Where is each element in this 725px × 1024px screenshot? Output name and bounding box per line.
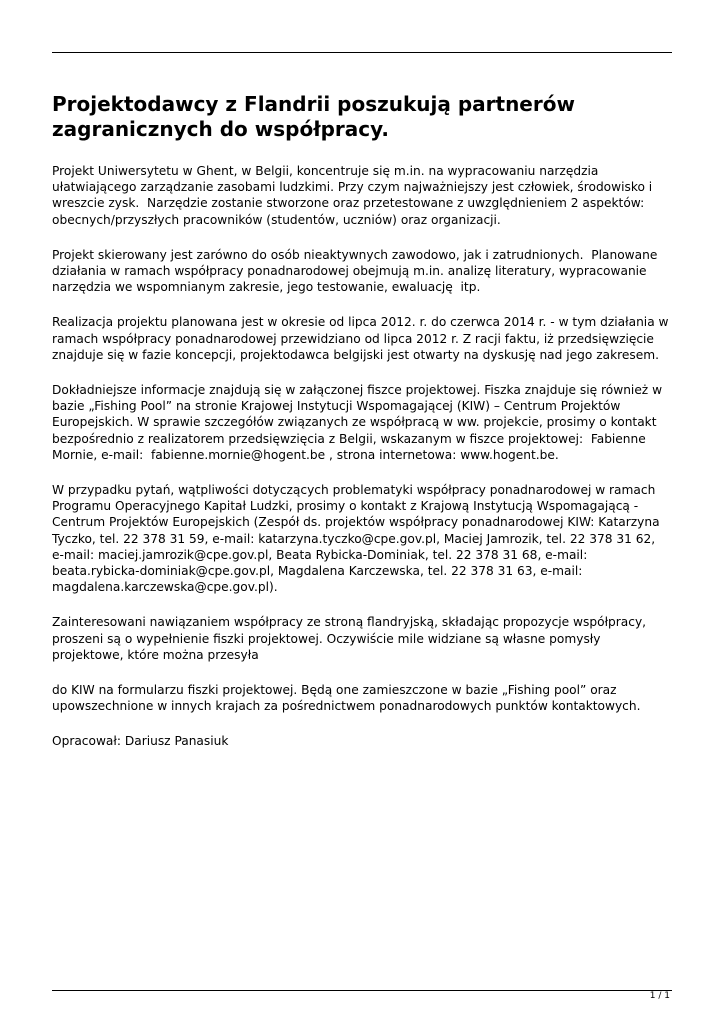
paragraph-submission xyxy=(52,682,674,714)
paragraph-project-intro xyxy=(52,163,674,228)
text-line: Mornie, e-mail: fabienne.mornie@hogent.be , strona internetowa: www.hogent.be. xyxy=(52,447,559,462)
text-line: W przypadku pytań, wątpliwości dotyczących problematyki współpracy ponadnarodowej w ramach xyxy=(52,483,656,498)
title-line: zagranicznych do współpracy. xyxy=(52,117,389,141)
text-line: znajduje się w fazie koncepcji, projektodawca belgijski jest otwarty na dyskusję nad jego zakresem. xyxy=(52,347,659,362)
text-line: Centrum Projektów Europejskich (Zespół ds. projektów współpracy ponadnarodowej KIW: Katarzyna xyxy=(52,515,660,530)
text-line: Projekt skierowany jest zarówno do osób nieaktywnych zawodowo, jak i zatrudnionych. Planowane xyxy=(52,247,658,262)
text-line: magdalena.karczewska@cpe.gov.pl). xyxy=(52,580,278,595)
text-line: bazie „Fishing Pool” na stronie Krajowej Instytucji Wspomagającej (KIW) – Centrum Projektów xyxy=(52,399,621,414)
text-line: obecnych/przyszłych pracowników (studentów, uczniów) oraz organizacji. xyxy=(52,212,501,227)
author-credit xyxy=(52,733,674,749)
text-line: bezpośrednio z realizatorem przedsięwzięcia z Belgii, wskazanym w fiszce projektowej: Fabienne xyxy=(52,431,646,446)
text-line: Realizacja projektu planowana jest w okresie od lipca 2012. r. do czerwca 2014 r. - w tym działania w xyxy=(52,315,669,330)
text-line: Zainteresowani nawiązaniem współpracy ze stroną flandryjską, składając propozycje współpracy, xyxy=(52,615,647,630)
text-line: ułatwiającego zarządzanie zasobami ludzkimi. Przy czym najważniejszy jest człowiek, środowisko i xyxy=(52,180,653,195)
text-line: Tyczko, tel. 22 378 31 59, e-mail: katarzyna.tyczko@cpe.gov.pl, Maciej Jamrozik, tel. 22 378 31 62, xyxy=(52,531,656,546)
footer-divider xyxy=(52,990,672,991)
document-body xyxy=(52,92,674,769)
text-line: upowszechnione w innych krajach za pośrednictwem ponadnarodowych punktów kontaktowych. xyxy=(52,699,641,714)
paragraph-proposals xyxy=(52,614,674,663)
page-number: 1 / 1 xyxy=(649,991,670,1001)
text-line: ramach współpracy ponadnarodowej przewidziano od lipca 2012 r. Z racji faktu, iż przedsięwzięcie xyxy=(52,331,654,346)
text-line: projektowe, które można przesyła xyxy=(52,647,259,662)
text-line: Europejskich. W sprawie szczegółów związanych ze współpracą w ww. projekcie, prosimy o kontakt xyxy=(52,415,657,430)
text-line: Dokładniejsze informacje znajdują się w załączonej fiszce projektowej. Fiszka znajduje się również w xyxy=(52,383,663,398)
text-line: Opracował: Dariusz Panasiuk xyxy=(52,734,229,749)
text-line: Programu Operacyjnego Kapitał Ludzki, prosimy o kontakt z Krajową Instytucją Wspomagającą - xyxy=(52,499,639,514)
paragraph-target-group xyxy=(52,247,674,296)
paragraph-kiw-contacts xyxy=(52,482,674,595)
text-line: działania w ramach współpracy ponadnarodowej obejmują m.in. analizę literatury, wypracowanie xyxy=(52,264,647,279)
text-line: do KIW na formularzu fiszki projektowej. Będą one zamieszczone w bazie „Fishing pool” oraz xyxy=(52,683,617,698)
title-line: Projektodawcy z Flandrii poszukują partnerów xyxy=(52,92,575,116)
text-line: beata.rybicka-dominiak@cpe.gov.pl, Magdalena Karczewska, tel. 22 378 31 63, e-mail: xyxy=(52,564,583,579)
text-line: e-mail: maciej.jamrozik@cpe.gov.pl, Beata Rybicka-Dominiak, tel. 22 378 31 68, e-mail: xyxy=(52,547,588,562)
text-line: narzędzia we wspomnianym zakresie, jego testowanie, ewaluację itp. xyxy=(52,280,481,295)
document-title xyxy=(52,92,674,142)
text-line: proszeni są o wypełnienie fiszki projektowej. Oczywiście mile widziane są własne pomysły xyxy=(52,631,601,646)
paragraph-timeline xyxy=(52,314,674,363)
paragraph-details-contact xyxy=(52,382,674,463)
text-line: wreszcie zysk. Narzędzie zostanie stworzone oraz przetestowane z uwzględnieniem 2 aspektów: xyxy=(52,196,645,211)
header-divider xyxy=(52,52,672,53)
text-line: Projekt Uniwersytetu w Ghent, w Belgii, koncentruje się m.in. na wypracowaniu narzędzia xyxy=(52,164,599,178)
